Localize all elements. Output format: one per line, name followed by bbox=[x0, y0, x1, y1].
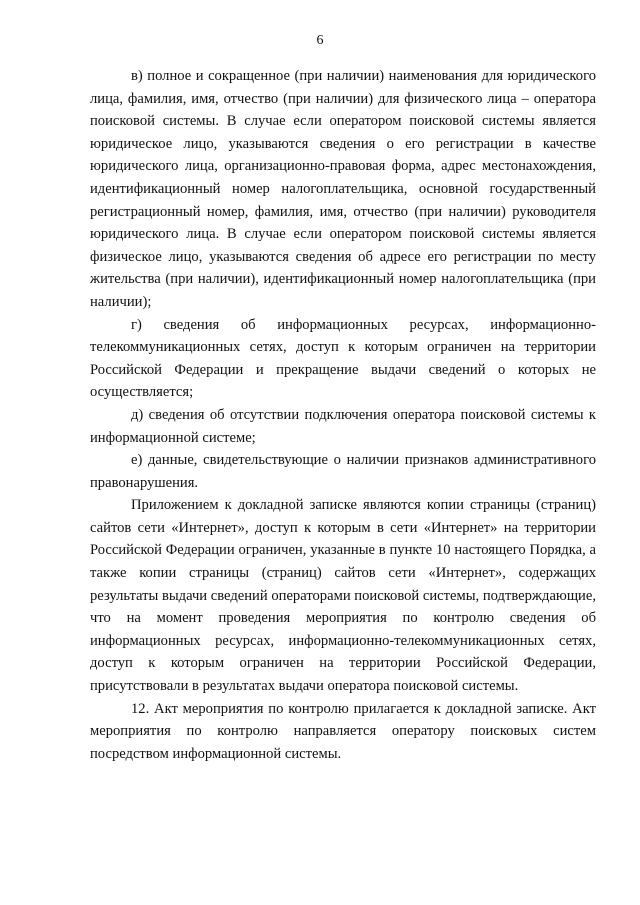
paragraph-12-act: 12. Акт мероприятия по контролю прилагается к докладной записке. Акт мероприятия по контролю направляется оператору поисковых систем посредством информационной системы. bbox=[90, 700, 596, 762]
paragraph-attachment: Приложением к докладной записке являются копии страницы (страниц) сайтов сети «Интернет», доступ к которым в сети «Интернет» на территории Российской Федерации ограничен, указанные в пункте 10 настоящего Порядка, а также копии страницы (страниц) сайтов сети «Интернет», содержащих результаты выдачи сведений операторами поисковой системы, подтверждающие, что на момент проведения мероприятия по контролю сведения об информационных ресурсах, информационно-телекоммуникационных сетях, доступ к которым ограничен на территории Российской Федерации, присутствовали в результатах выдачи оператора поисковой системы. bbox=[90, 497, 596, 695]
document-body bbox=[90, 65, 596, 765]
paragraph-d-connection-absence: д) сведения об отсутствии подключения оператора поисковой системы к информационной системе; bbox=[90, 406, 596, 446]
paragraph-g-resources-info: г) сведения об информационных ресурсах, информационно-телекоммуникационных сетях, доступ к которым ограничен на территории Российской Федерации и прекращение выдачи сведений о которых не осуществляется; bbox=[90, 316, 596, 401]
paragraph-e-violation-data: е) данные, свидетельствующие о наличии признаков административного правонарушения. bbox=[90, 452, 596, 491]
paragraph-v-operator-name: в) полное и сокращенное (при наличии) наименования для юридического лица, фамилия, имя, отчество (при наличии) для физического лица – оператора поисковой системы. В случае если оператором поисковой системы является юридическое лицо, указываются сведения о его регистрации в качестве юридического лица, организационно-правовая форма, адрес местонахождения, идентификационный номер налогоплательщика, основной государственный регистрационный номер, фамилия, имя, отчество (при наличии) руководителя юридического лица. В случае если оператором поисковой системы является физическое лицо, указываются сведения об адресе его регистрации по месту жительства (при наличии), идентификационный номер налогоплательщика (при наличии); bbox=[90, 68, 596, 310]
page-number: 6 bbox=[316, 33, 324, 48]
